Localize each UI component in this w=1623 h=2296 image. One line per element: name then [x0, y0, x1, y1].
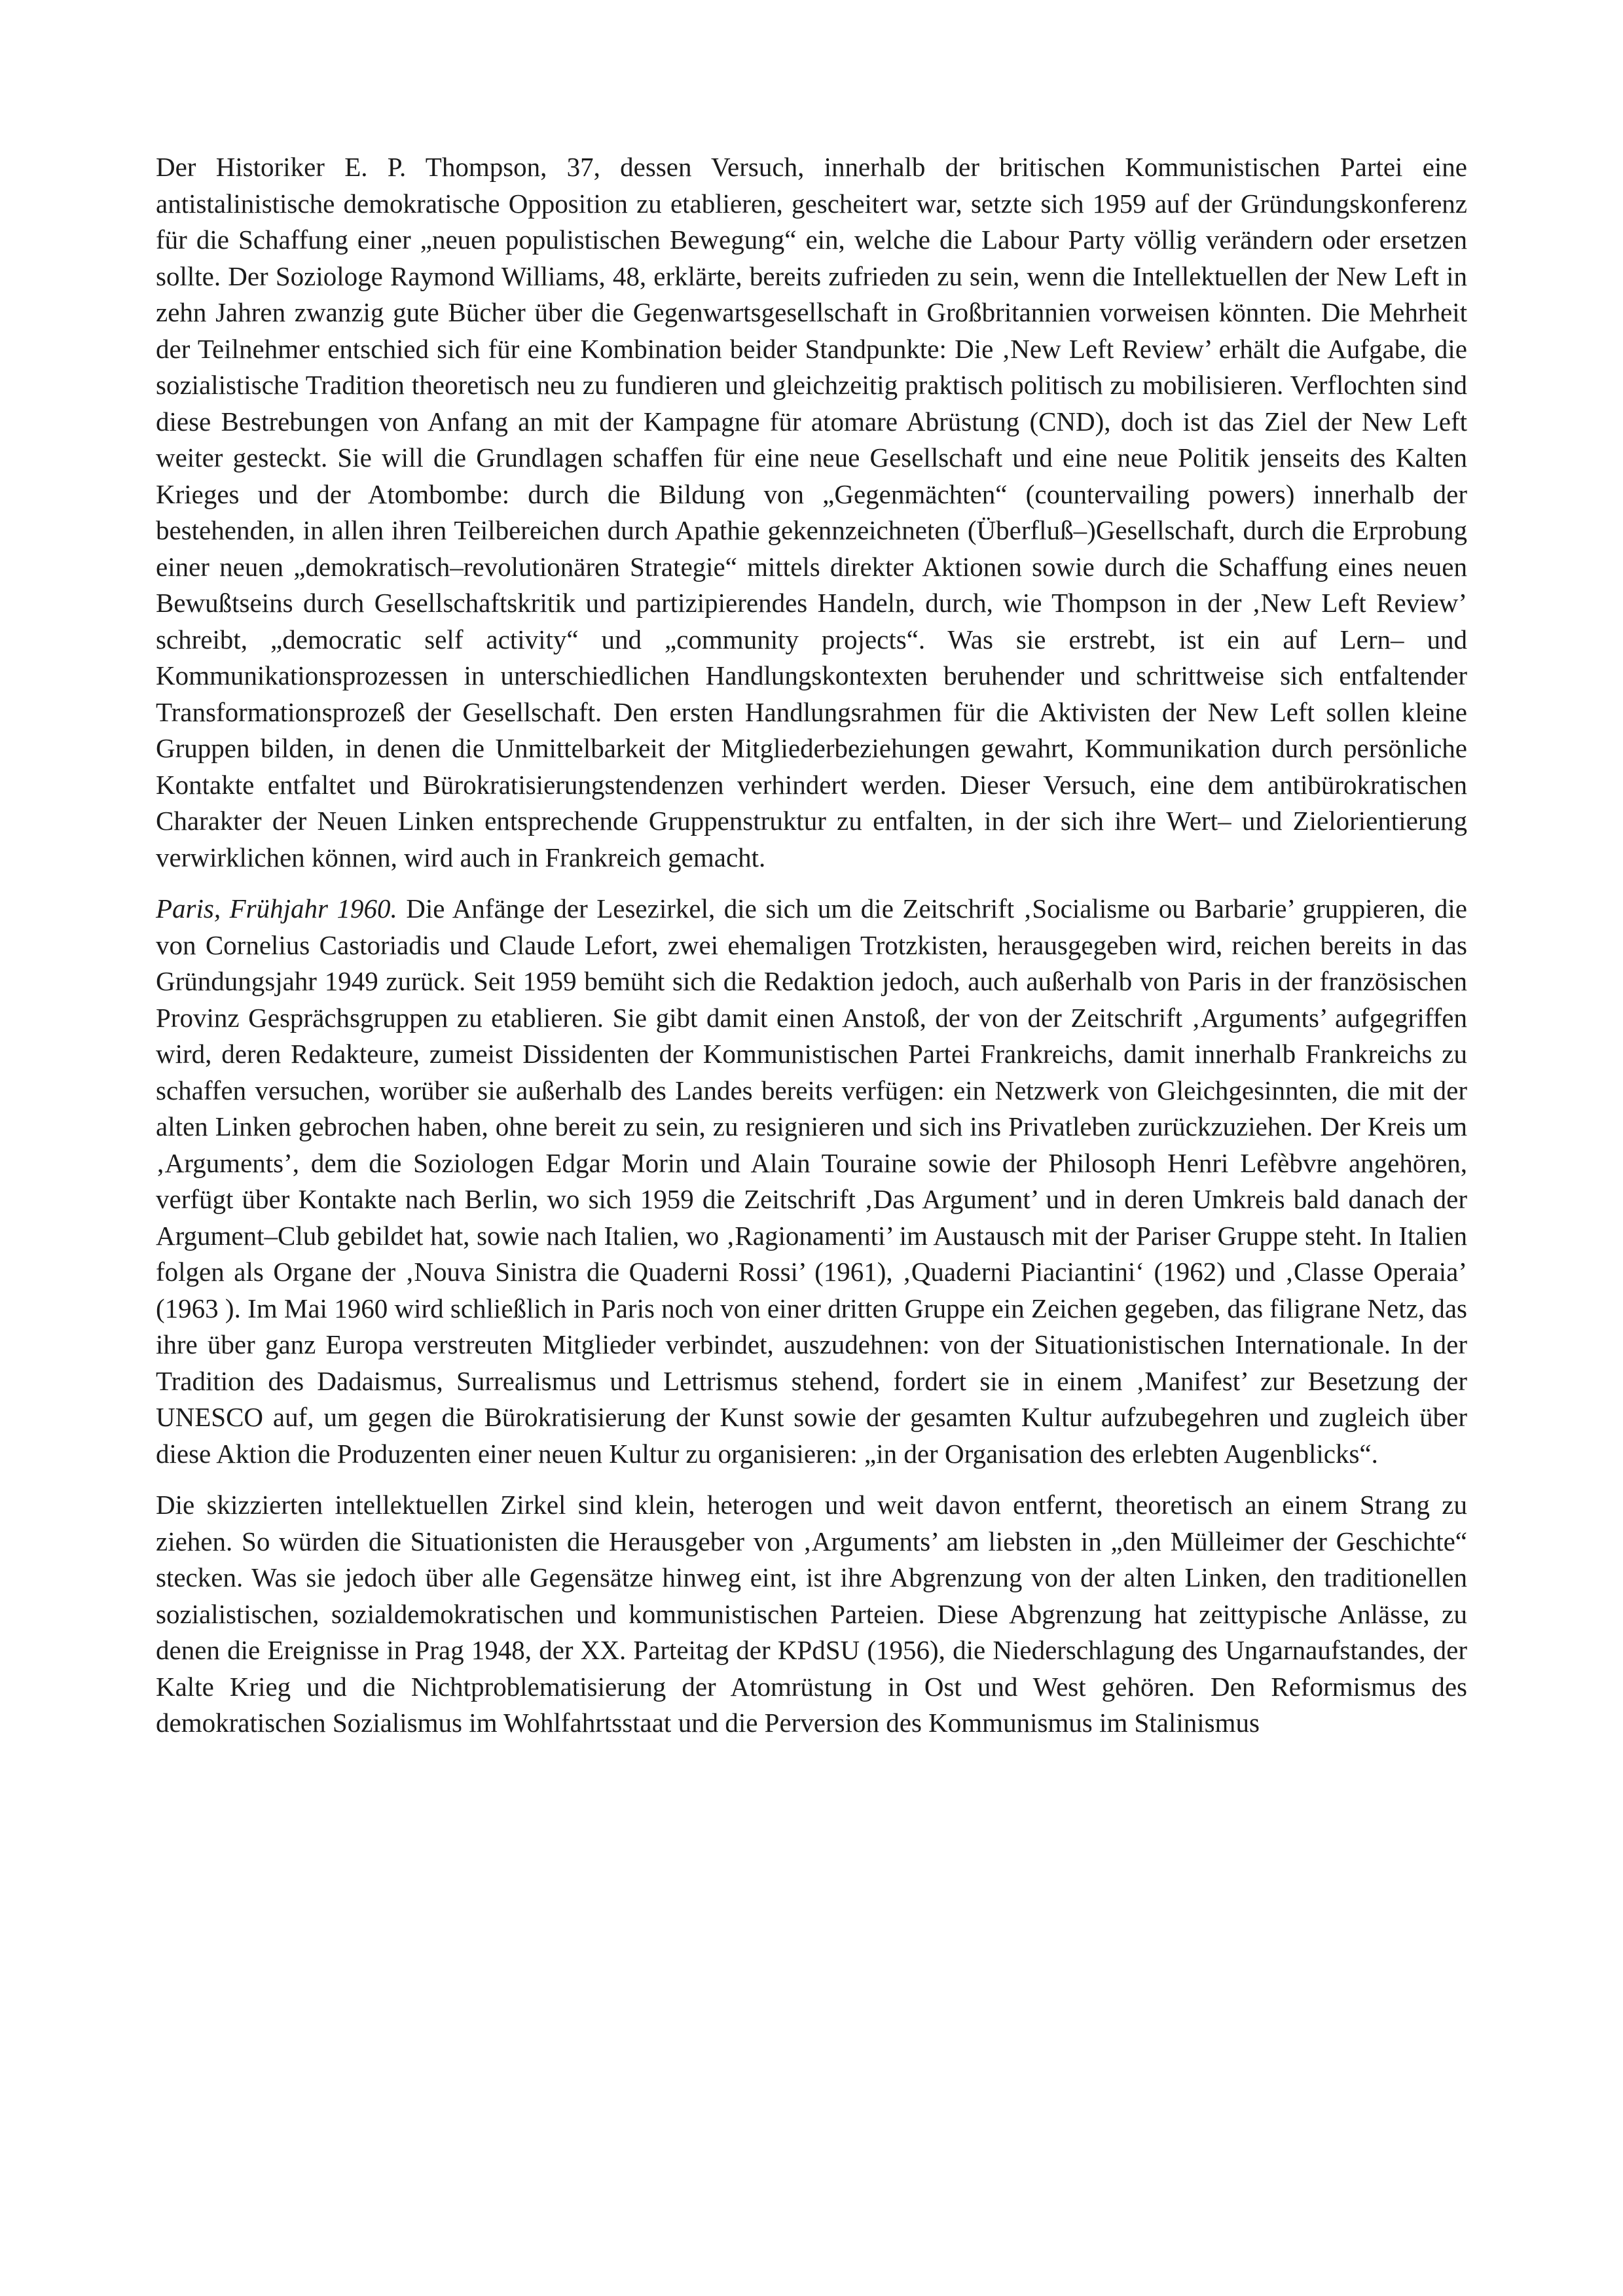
document-page — [156, 149, 1467, 1757]
paragraph-text: Der Historiker E. P. Thompson, 37, dessen Versuch, innerhalb der britischen Kommunistischen Partei eine antistalinistische demokratische Opposition zu etablieren, gescheitert war, setzte sich 1959 auf der Gründungskonferenz für die Schaffung einer „neuen populistischen Bewegung“ ein, welche die Labour Party völlig verändern oder ersetzen sollte. Der Soziologe Raymond Williams, 48, erklärte, bereits zufrieden zu sein, wenn die Intellektuellen der New Left in zehn Jahren zwanzig gute Bücher über die Gegenwartsgesellschaft in Großbritannien vorweisen könnten. Die Mehrheit der Teilnehmer entschied sich für eine Kombination beider Standpunkte: Die ‚New Left Review’ erhält die Aufgabe, die sozialistische Tradition theoretisch neu zu fundieren und gleichzeitig praktisch politisch zu mobilisieren. Verflochten sind diese Bestrebungen von Anfang an mit der Kampagne für atomare Abrüstung (CND), doch ist das Ziel der New Left weiter gesteckt. Sie will die Grundlagen schaffen für eine neue Gesellschaft und eine neue Politik jenseits des Kalten Krieges und der Atombombe: durch die Bildung von „Gegenmächten“ (countervailing powers) innerhalb der bestehenden, in allen ihren Teilbereichen durch Apathie gekennzeichneten (Überfluß–)Gesellschaft, durch die Erprobung einer neuen „demokratisch–revolutionären Strategie“ mittels direkter Aktionen sowie durch die Schaffung eines neuen Bewußtseins durch Gesellschaftskritik und partizipierendes Handeln, durch, wie Thompson in der ‚New Left Review’ schreibt, „democratic self activity“ und „community projects“. Was sie erstrebt, ist ein auf Lern– und Kommunikationsprozessen in unterschiedlichen Handlungskontexten beruhender und schrittweise sich entfaltender Transformationsprozeß der Gesellschaft. Den ersten Handlungsrahmen für die Aktivisten der New Left sollen kleine Gruppen bilden, in denen die Unmittelbarkeit der Mitgliederbeziehungen gewahrt, Kommunikation durch persönliche Kontakte entfaltet und Bürokratisierungstendenzen verhindert werden. Dieser Versuch, eine dem antibürokratischen Charakter der Neuen Linken entsprechende Gruppenstruktur zu entfalten, in der sich ihre Wert– und Zielorientierung verwirklichen können, wird auch in Frankreich gemacht. — [156, 152, 1467, 872]
paragraph-lead-italic: Paris, Frühjahr 1960. — [156, 893, 397, 924]
paragraph-new-left-britain — [156, 149, 1467, 876]
paragraph-text: Die skizzierten intellektuellen Zirkel sind klein, heterogen und weit davon entfernt, theoretisch an einem Strang zu ziehen. So würden die Situationisten die Herausgeber von ‚Arguments’ am liebsten in „den Mülleimer der Geschichte“ stecken. Was sie jedoch über alle Gegensätze hinweg eint, ist ihre Abgrenzung von der alten Linken, den traditionellen sozialistischen, sozialdemokratischen und kommunistischen Parteien. Diese Abgrenzung hat zeittypische Anlässe, zu denen die Ereignisse in Prag 1948, der XX. Parteitag der KPdSU (1956), die Niederschlagung des Ungarnaufstandes, der Kalte Krieg und die Nichtproblematisierung der Atomrüstung in Ost und West gehören. Den Reformismus des demokratischen Sozialismus im Wohlfahrtsstaat und die Perversion des Kommunismus im Stalinismus — [156, 1490, 1467, 1738]
paragraph-text: Die Anfänge der Lesezirkel, die sich um die Zeitschrift ‚Socialisme ou Barbarie’ gruppieren, die von Cornelius Castoriadis und Claude Lefort, zwei ehemaligen Trotzkisten, herausgegeben wird, reichen bereits in das Gründungsjahr 1949 zurück. Seit 1959 bemüht sich die Redaktion jedoch, auch außerhalb von Paris in der französischen Provinz Gesprächsgruppen zu etablieren. Sie gibt damit einen Anstoß, der von der Zeitschrift ‚Arguments’ aufgegriffen wird, deren Redakteure, zumeist Dissidenten der Kommunistischen Partei Frankreichs, damit innerhalb Frankreichs zu schaffen versuchen, worüber sie außerhalb des Landes bereits verfügen: ein Netzwerk von Gleichgesinnten, die mit der alten Linken gebrochen haben, ohne bereit zu sein, zu resignieren und sich ins Privatleben zurückzuziehen. Der Kreis um ‚Arguments’, dem die Soziologen Edgar Morin und Alain Touraine sowie der Philosoph Henri Lefèbvre angehören, verfügt über Kontakte nach Berlin, wo sich 1959 die Zeitschrift ‚Das Argument’ und in deren Umkreis bald danach der Argument–Club gebildet hat, sowie nach Italien, wo ‚Ragionamenti’ im Austausch mit der Pariser Gruppe steht. In Italien folgen als Organe der ‚Nouva Sinistra die Quaderni Rossi’ (1961), ‚Quaderni Piaciantini‘ (1962) und ‚Classe Operaia’ (1963 ). Im Mai 1960 wird schließlich in Paris noch von einer dritten Gruppe ein Zeichen gegeben, das filigrane Netz, das ihre über ganz Europa verstreuten Mitglieder verbindet, auszudehnen: von der Situationistischen Internationale. In der Tradition des Dadaismus, Surrealismus und Lettrismus stehend, fordert sie in einem ‚Manifest’ zur Besetzung der UNESCO auf, um gegen die Bürokratisierung der Kunst sowie der gesamten Kultur aufzubegehren und zugleich über diese Aktion die Produzenten einer neuen Kultur zu organisieren: „in der Organisation des erlebten Augenblicks“. — [156, 893, 1467, 1469]
paragraph-intellectual-circles — [156, 1487, 1467, 1742]
paragraph-paris-1960 — [156, 891, 1467, 1472]
